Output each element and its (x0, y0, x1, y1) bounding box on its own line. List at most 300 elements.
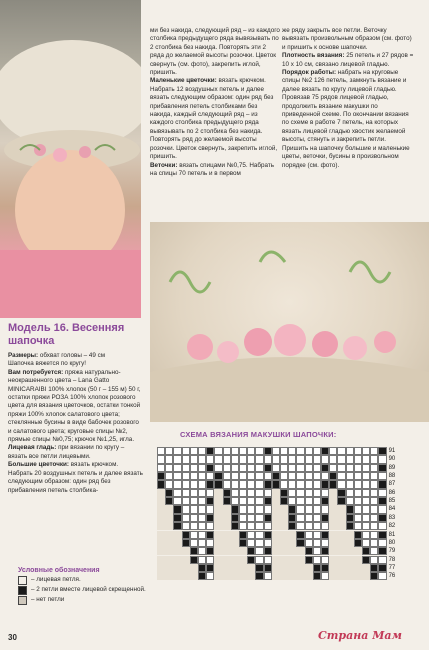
chart-cell (182, 522, 190, 530)
chart-cell (321, 572, 329, 580)
chart-cell (346, 497, 354, 505)
chart-cell (223, 572, 231, 580)
chart-cell (165, 505, 173, 513)
chart-cell (346, 505, 354, 513)
chart-cell (313, 489, 321, 497)
chart-cell (288, 505, 296, 513)
chart-cell (190, 572, 198, 580)
chart-cell (264, 539, 272, 547)
chart-cell (206, 514, 214, 522)
chart-cell (198, 505, 206, 513)
chart-cell (198, 514, 206, 522)
chart-cell (272, 455, 280, 463)
chart-cell (354, 447, 362, 455)
chart-cell (272, 522, 280, 530)
chart-cell (378, 447, 386, 455)
left-column (8, 352, 144, 495)
chart-cell (223, 480, 231, 488)
chart-cell (362, 547, 370, 555)
order-label: Порядок работы: (282, 69, 337, 77)
stockinette-label: Лицевая гладь: (8, 444, 57, 452)
chart-cell (157, 455, 165, 463)
chart-cell (337, 455, 345, 463)
chart-cell (206, 464, 214, 472)
chart-cell (165, 564, 173, 572)
chart-cell (239, 547, 247, 555)
sizes-text: обхват головы – 49 см (39, 352, 106, 359)
chart-cell (231, 489, 239, 497)
chart-cell (247, 497, 255, 505)
chart-cell (182, 539, 190, 547)
chart-cell (206, 547, 214, 555)
chart-cell (362, 564, 370, 572)
chart-cell (321, 447, 329, 455)
chart-cell (346, 564, 354, 572)
chart-cell (165, 447, 173, 455)
chart-cell (255, 464, 263, 472)
materials-label: Вам потребуется: (8, 368, 64, 376)
chart-cell (190, 531, 198, 539)
chart-cell (157, 556, 165, 564)
chart-cell (190, 522, 198, 530)
chart-cell (305, 572, 313, 580)
mid-text-1: ми без накида, следующий ряд – из каждого столбика предыдущего ряда вывязывать по 2 столбика без накида. Повторять эти 2 ряда до желаемой высоты розочки. Цветок свернуть (см. фото), закрепить иглой, пришить. (150, 27, 280, 77)
chart-cell (255, 556, 263, 564)
twigs-text: вязать спицами №0,75. Набрать на спицы 70 петель и в первом (150, 161, 275, 177)
brand-watermark: Страна Мам (318, 629, 402, 642)
chart-cell (206, 556, 214, 564)
no-stitch-symbol-icon (18, 596, 27, 605)
chart-cell (239, 539, 247, 547)
chart-cell (313, 547, 321, 555)
chart-cell (321, 514, 329, 522)
chart-cell (165, 455, 173, 463)
chart-cell (305, 447, 313, 455)
chart-cell (337, 564, 345, 572)
chart-cell (313, 447, 321, 455)
chart-cell (378, 556, 386, 564)
chart-cell (346, 556, 354, 564)
chart-cell (264, 447, 272, 455)
chart-cell (157, 572, 165, 580)
chart-cell (329, 539, 337, 547)
chart-cell (272, 514, 280, 522)
chart-cell (255, 564, 263, 572)
chart-cell (313, 505, 321, 513)
chart-cell (346, 539, 354, 547)
chart-cell (337, 447, 345, 455)
chart-cell (190, 455, 198, 463)
chart-cell (190, 539, 198, 547)
row-number: 85 (388, 498, 396, 505)
chart-cell (165, 497, 173, 505)
row-number: 82 (388, 523, 396, 530)
chart-cell (329, 497, 337, 505)
chart-cell (198, 472, 206, 480)
chart-cell (354, 531, 362, 539)
chart-cell (165, 531, 173, 539)
chart-cell (157, 472, 165, 480)
chart-cell (157, 489, 165, 497)
chart-cell (264, 522, 272, 530)
chart-cell (370, 497, 378, 505)
big-flowers-label: Большие цветочки: (8, 461, 70, 469)
chart-cell (239, 464, 247, 472)
row-number: 79 (388, 548, 396, 555)
chart-cell (157, 505, 165, 513)
chart-cell (354, 455, 362, 463)
chart-cell (337, 547, 345, 555)
chart-cell (337, 480, 345, 488)
chart-cell (288, 547, 296, 555)
chart-cell (173, 489, 181, 497)
chart-cell (264, 489, 272, 497)
chart-cell (321, 564, 329, 572)
row-number: 88 (388, 473, 396, 480)
chart-cell (190, 447, 198, 455)
chart-cell (370, 531, 378, 539)
chart-cell (362, 505, 370, 513)
chart-cell (214, 455, 222, 463)
chart-cell (305, 472, 313, 480)
chart-cell (288, 531, 296, 539)
chart-cell (223, 472, 231, 480)
chart-cell (378, 522, 386, 530)
chart-cell (313, 531, 321, 539)
row-number: 89 (388, 464, 396, 471)
chart-cell (272, 564, 280, 572)
chart-cell (231, 556, 239, 564)
chart-cell (255, 539, 263, 547)
chart-cell (223, 514, 231, 522)
chart-cell (280, 572, 288, 580)
chart-cell (296, 564, 304, 572)
chart-cell (329, 564, 337, 572)
chart-cell (337, 522, 345, 530)
chart-cell (198, 572, 206, 580)
chart-cell (288, 564, 296, 572)
chart-cell (214, 505, 222, 513)
order-text: набрать на круговые спицы №2 126 петель, замкнуть вязание и далее вязать по кругу лицевой гладью. Провязав 75 рядов лицевой гладью, продолжить вязание макушки по приведенной схеме. По окончании вязания по схеме в работе 7 петель, на которых вязать лицевой гладью хвостик желаемой высоты, стянуть и закрепить петли. (282, 69, 409, 144)
chart-cell (296, 497, 304, 505)
chart-cell (378, 539, 386, 547)
chart-cell (198, 531, 206, 539)
chart-cell (239, 556, 247, 564)
chart-cell (272, 489, 280, 497)
chart-cell (223, 522, 231, 530)
chart-cell (165, 572, 173, 580)
chart-cell (288, 497, 296, 505)
chart-cell (296, 522, 304, 530)
chart-cell (337, 472, 345, 480)
chart-cell (362, 572, 370, 580)
decrease-symbol-icon (18, 586, 27, 595)
chart-cell (362, 464, 370, 472)
chart-cell (264, 455, 272, 463)
chart-cell (296, 464, 304, 472)
row-number: 86 (388, 489, 396, 496)
chart-cell (378, 505, 386, 513)
chart-cell (321, 556, 329, 564)
sizes-label: Размеры: (8, 352, 39, 359)
chart-cell (321, 531, 329, 539)
chart-cell (370, 572, 378, 580)
chart-cell (247, 514, 255, 522)
row-number: 91 (388, 448, 396, 454)
chart-cell (329, 514, 337, 522)
chart-cell (190, 556, 198, 564)
chart-cell (378, 480, 386, 488)
chart-cell (223, 556, 231, 564)
chart-cell (370, 489, 378, 497)
chart-cell (354, 514, 362, 522)
chart-cell (362, 480, 370, 488)
chart-cell (214, 447, 222, 455)
chart-cell (280, 489, 288, 497)
chart-cell (313, 522, 321, 530)
chart-cell (329, 572, 337, 580)
chart-cell (329, 505, 337, 513)
chart-cell (329, 447, 337, 455)
chart-cell (272, 447, 280, 455)
chart-cell (255, 489, 263, 497)
chart-cell (247, 531, 255, 539)
chart-cell (231, 522, 239, 530)
chart-cell (370, 522, 378, 530)
chart-cell (288, 572, 296, 580)
chart-cell (362, 489, 370, 497)
chart-cell (231, 505, 239, 513)
chart-cell (190, 472, 198, 480)
chart-cell (280, 497, 288, 505)
chart-cell (190, 464, 198, 472)
chart-cell (214, 564, 222, 572)
chart-cell (280, 547, 288, 555)
chart-cell (206, 522, 214, 530)
chart-cell (280, 556, 288, 564)
chart-cell (272, 547, 280, 555)
chart-cell (157, 539, 165, 547)
chart-cell (182, 455, 190, 463)
chart-cell (346, 489, 354, 497)
chart-cell (305, 522, 313, 530)
chart-cell (288, 464, 296, 472)
chart-cell (329, 489, 337, 497)
mid-column (150, 27, 280, 178)
right-text-1: же ряду закрыть все петли. Веточку вывязать произвольным образом (см. фото) и пришить к основе шапочки. (282, 27, 412, 51)
chart-cell (362, 522, 370, 530)
chart-cell (247, 489, 255, 497)
legend-item-knit (18, 575, 146, 585)
chart-cell (362, 455, 370, 463)
chart-cell (321, 472, 329, 480)
chart-cell (264, 572, 272, 580)
chart-cell (313, 539, 321, 547)
chart-cell (272, 539, 280, 547)
chart-cell (173, 522, 181, 530)
stockinette-text: при вязании по кругу – вязать все петли лицевыми. (8, 444, 125, 460)
chart-cell (288, 522, 296, 530)
chart-cell (182, 489, 190, 497)
density-label: Плотность вязания: (282, 52, 345, 60)
chart-cell (305, 564, 313, 572)
chart-cell (190, 489, 198, 497)
chart-cell (182, 547, 190, 555)
chart-cell (305, 539, 313, 547)
row-number: 87 (388, 481, 396, 488)
chart-cell (231, 455, 239, 463)
chart-cell (370, 480, 378, 488)
chart-cell (337, 514, 345, 522)
chart-cell (206, 480, 214, 488)
chart-cell (157, 447, 165, 455)
chart-cell (329, 522, 337, 530)
chart-cell (370, 505, 378, 513)
chart-cell (329, 556, 337, 564)
chart-cell (198, 480, 206, 488)
chart-cell (255, 547, 263, 555)
chart-cell (231, 531, 239, 539)
chart-cell (157, 514, 165, 522)
chart-cell (231, 472, 239, 480)
chart-cell (223, 505, 231, 513)
chart-cell (264, 556, 272, 564)
legend-text: – 2 петли вместе лицевой скрещенной. (31, 586, 146, 593)
chart-cell (206, 505, 214, 513)
chart-cell (223, 497, 231, 505)
chart-cell (182, 556, 190, 564)
chart-cell (247, 572, 255, 580)
chart-cell (182, 447, 190, 455)
chart-cell (247, 539, 255, 547)
chart-cell (296, 531, 304, 539)
chart-cell (182, 505, 190, 513)
chart-cell (214, 489, 222, 497)
chart-cell (321, 539, 329, 547)
chart-cell (198, 539, 206, 547)
chart-cell (305, 556, 313, 564)
chart-cell (280, 539, 288, 547)
chart-cell (354, 472, 362, 480)
chart-cell (354, 497, 362, 505)
chart-cell (198, 547, 206, 555)
chart-cell (337, 531, 345, 539)
chart-cell (296, 556, 304, 564)
chart-cell (313, 514, 321, 522)
chart-cell (214, 514, 222, 522)
chart-cell (206, 564, 214, 572)
chart-cell (247, 455, 255, 463)
knit-symbol-icon (18, 576, 27, 585)
chart-cell (296, 514, 304, 522)
chart-cell (362, 514, 370, 522)
chart-cell (354, 572, 362, 580)
chart-cell (239, 514, 247, 522)
chart-cell (198, 522, 206, 530)
chart-cell (280, 505, 288, 513)
chart-cell (354, 464, 362, 472)
chart-cell (354, 547, 362, 555)
chart-cell (231, 464, 239, 472)
chart-cell (173, 564, 181, 572)
chart-cell (239, 480, 247, 488)
chart-cell (362, 556, 370, 564)
chart-cell (337, 556, 345, 564)
chart-cell (288, 480, 296, 488)
chart-cell (313, 572, 321, 580)
chart-cell (272, 497, 280, 505)
chart-cell (223, 447, 231, 455)
chart-cell (173, 556, 181, 564)
chart-cell (346, 547, 354, 555)
chart-cell (305, 489, 313, 497)
chart-cell (173, 472, 181, 480)
chart-cell (231, 547, 239, 555)
chart-cell (378, 472, 386, 480)
chart-cell (346, 455, 354, 463)
chart-cell (206, 531, 214, 539)
chart-cell (305, 514, 313, 522)
chart-cell (182, 514, 190, 522)
chart-cell (255, 505, 263, 513)
chart-cell (370, 547, 378, 555)
chart-cell (223, 464, 231, 472)
chart-cell (173, 539, 181, 547)
chart-cell (247, 547, 255, 555)
chart-cell (165, 539, 173, 547)
chart-cell (231, 539, 239, 547)
chart-cell (288, 472, 296, 480)
chart-cell (272, 531, 280, 539)
legend-item-none (18, 595, 146, 605)
chart-cell (214, 472, 222, 480)
small-flowers-text: вязать крючком. Набрать 12 воздушных петель и далее вязать следующим образом: один ряд без прибавления петель столбиками без накида, каждый следующий ряд – из каждого столбика предыдущего ряда вывязывать по 2 столбика без накида. Повторять ряд до желаемой высоты розочки. Цветок свернуть, закрепить иглой, пришить. (150, 77, 278, 161)
chart-cell (346, 522, 354, 530)
chart-cell (288, 539, 296, 547)
chart-cell (214, 480, 222, 488)
chart-cell (198, 455, 206, 463)
chart-cell (346, 480, 354, 488)
chart-cell (239, 572, 247, 580)
chart-cell (255, 472, 263, 480)
chart-cell (182, 572, 190, 580)
chart-cell (165, 522, 173, 530)
chart-cell (214, 547, 222, 555)
chart-cell (346, 464, 354, 472)
chart-cell (272, 464, 280, 472)
chart-cell (165, 464, 173, 472)
chart-cell (239, 455, 247, 463)
chart-cell (173, 480, 181, 488)
chart-cell (296, 489, 304, 497)
chart-cell (329, 480, 337, 488)
chart-cell (264, 497, 272, 505)
chart-cell (231, 564, 239, 572)
chart-cell (288, 447, 296, 455)
chart-cell (214, 522, 222, 530)
chart-cell (296, 480, 304, 488)
baby-hat-photo (0, 0, 141, 318)
chart-cell (206, 472, 214, 480)
chart-cell (296, 572, 304, 580)
chart-cell (296, 455, 304, 463)
chart-cell (182, 497, 190, 505)
chart-cell (313, 472, 321, 480)
chart-cell (206, 572, 214, 580)
chart-cell (378, 455, 386, 463)
title-line-2: шапочка (8, 335, 55, 347)
chart-cell (264, 564, 272, 572)
